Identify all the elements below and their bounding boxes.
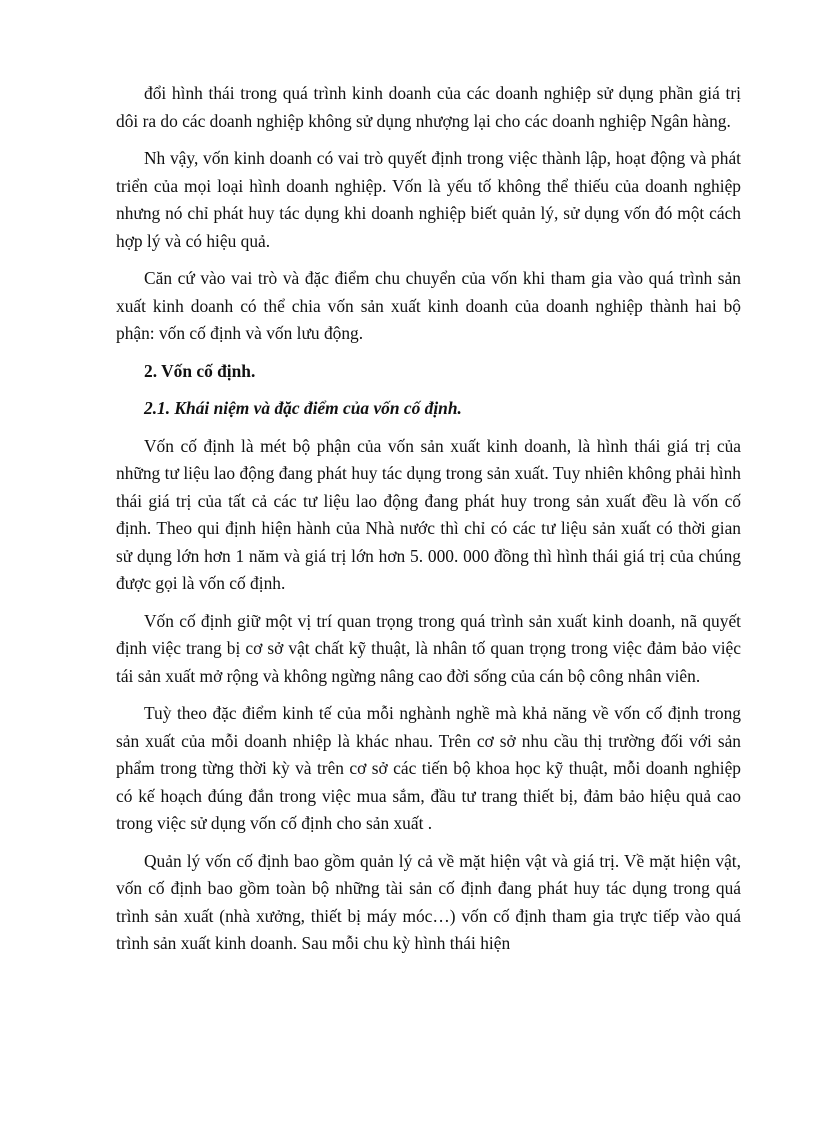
paragraph-7: Quản lý vốn cố định bao gồm quản lý cả về mặt hiện vật và giá trị. Về mặt hiện vật, vốn cố định bao gồm toàn bộ những tài sản cố định đang phát huy tác dụng trong quá trình sản xuất (nhà xưởng, thiết bị máy móc…) vốn cố định tham gia trực tiếp vào quá trình sản xuất kinh doanh. Sau mỗi chu kỳ hình thái hiện: [116, 850, 741, 953]
paragraph-6: Tuỳ theo đặc điểm kinh tế của mỗi nghành nghề mà khả năng về vốn cố định trong sản xuất của mỗi doanh nhiệp là khác nhau. Trên cơ sở nhu cầu thị trường đối với sản phẩm trong từng thời kỳ và trên cơ sở các tiến bộ khoa học kỹ thuật, mỗi doanh nghiệp có kế hoạch đúng đắn trong việc mua sắm, đầu tư trang thiết bị, đảm bảo hiệu quả cao trong việc sử dụng vốn cố định cho sản xuất .: [116, 703, 741, 833]
paragraph-5: Vốn cố định giữ một vị trí quan trọng trong quá trình sản xuất kinh doanh, nã quyết định việc trang bị cơ sở vật chất kỹ thuật, là nhân tố quan trọng trong việc đảm bảo việc tái sản xuất mở rộng và không ngừng nâng cao đời sống của cán bộ công nhân viên.: [116, 610, 741, 686]
paragraph-1: đổi hình thái trong quá trình kinh doanh của các doanh nghiệp sử dụng phần giá trị dôi ra do các doanh nghiệp không sử dụng nhượng lại cho các doanh nghiệp Ngân hàng.: [116, 83, 741, 131]
paragraph-4: Vốn cố định là mét bộ phận của vốn sản xuất kinh doanh, là hình thái giá trị của những tư liệu lao động đang phát huy tác dụng trong sản xuất. Tuy nhiên không phải hình thái giá trị của tất cả các tư liệu lao động đang phát huy trong sản xuất đều là vốn cố định. Theo qui định hiện hành của Nhà nước thì chỉ có các tư liệu sản xuất có thời gian sử dụng lớn hơn 1 năm và giá trị lớn hơn 5. 000. 000 đồng thì hình thái giá trị của chúng được gọi là vốn cố định.: [116, 435, 741, 593]
paragraph-2: Nh vậy, vốn kinh doanh có vai trò quyết định trong việc thành lập, hoạt động và phát triển của mọi loại hình doanh nghiệp. Vốn là yếu tố không thể thiếu của doanh nghiệp nhưng nó chỉ phát huy tác dụng khi doanh nghiệp biết quản lý, sử dụng vốn đó một cách hợp lý và có hiệu quả.: [116, 148, 741, 251]
subsection-heading: 2.1. Khái niệm và đặc điểm của vốn cố định.: [144, 398, 462, 418]
section-heading: 2. Vốn cố định.: [144, 360, 256, 381]
document-page: [116, 80, 741, 968]
paragraph-3: Căn cứ vào vai trò và đặc điểm chu chuyển của vốn khi tham gia vào quá trình sản xuất kinh doanh có thể chia vốn sản xuất kinh doanh của doanh nghiệp thành hai bộ phận: vốn cố định và vốn lưu động.: [116, 268, 741, 343]
